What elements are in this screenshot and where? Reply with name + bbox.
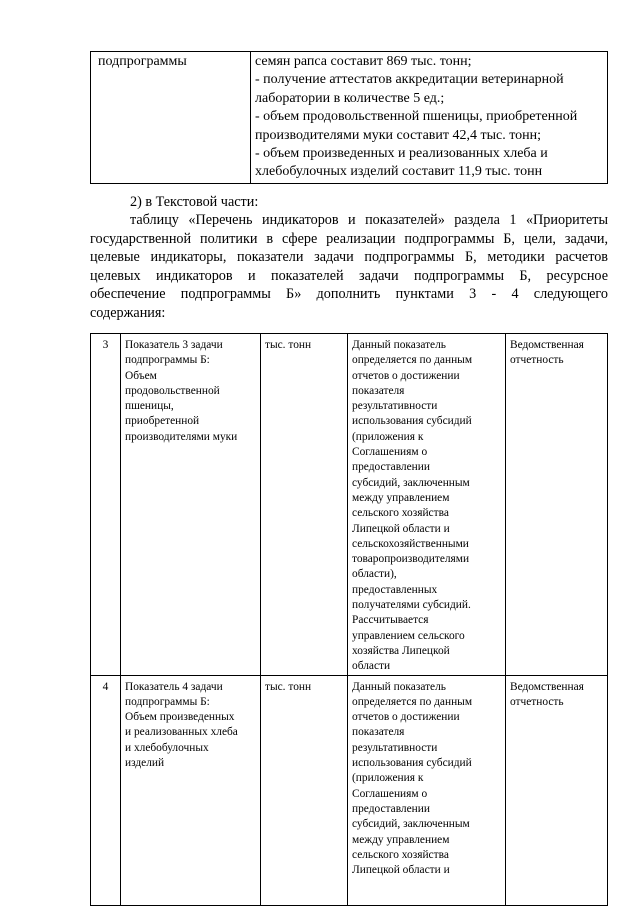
paragraph-line: целевых индикаторов и показателей задачи подпрограммы Б, ресурсное bbox=[90, 267, 608, 284]
cell-line: Рассчитывается bbox=[352, 614, 429, 627]
cell-line: пшеницы, bbox=[125, 400, 174, 413]
indicator-description bbox=[121, 675, 261, 905]
cell-line: хозяйства Липецкой bbox=[352, 644, 450, 657]
cell-line: управлением сельского bbox=[352, 629, 465, 642]
cell-line: области bbox=[352, 660, 391, 673]
value-line: - объем продовольственной пшеницы, приобретенной bbox=[255, 109, 578, 125]
paragraph-line: обеспечение подпрограммы Б» дополнить пунктами 3 - 4 следующего bbox=[90, 286, 608, 302]
cell-line: и хлебобулочных bbox=[125, 741, 209, 754]
value-line: хлебобулочных изделий составит 11,9 тыс. тонн bbox=[255, 164, 543, 180]
program-field-label bbox=[91, 52, 251, 184]
table-row bbox=[91, 52, 608, 184]
cell-line: (приложения к bbox=[352, 772, 424, 785]
cell-line: товаропроизводителями bbox=[352, 553, 470, 566]
cell-line: сельского хозяйства bbox=[352, 848, 449, 861]
value-line: лаборатории в количестве 5 ед.; bbox=[255, 90, 445, 106]
cell-line: подпрограммы Б: bbox=[125, 354, 210, 367]
cell-line: продовольственной bbox=[125, 384, 220, 397]
cell-line: изделий bbox=[125, 757, 165, 770]
cell-line: производителями муки bbox=[125, 430, 238, 443]
cell-line: сельскохозяйственными bbox=[352, 537, 469, 550]
indicator-unit: тыс. тонн bbox=[261, 334, 348, 676]
indicator-description bbox=[121, 334, 261, 676]
row-number: 4 bbox=[91, 675, 121, 905]
cell-line: определяется по данным bbox=[352, 354, 473, 367]
indicator-unit: тыс. тонн bbox=[261, 675, 348, 905]
cell-line: Соглашениям о bbox=[352, 787, 428, 800]
indicator-source bbox=[506, 334, 608, 676]
cell-line: отчетов о достижении bbox=[352, 711, 460, 724]
cell-line: показателя bbox=[352, 384, 405, 397]
cell-line: результативности bbox=[352, 741, 438, 754]
cell-line: приобретенной bbox=[125, 415, 200, 428]
indicator-source bbox=[506, 675, 608, 905]
cell-line: Данный показатель bbox=[352, 339, 446, 351]
table-row bbox=[91, 334, 608, 676]
value-line: - получение аттестатов аккредитации ветеринарной bbox=[255, 72, 564, 88]
cell-line: области), bbox=[352, 568, 397, 581]
cell-line: Объем произведенных bbox=[125, 711, 235, 724]
cell-line: между управлением bbox=[352, 491, 450, 504]
cell-line: (приложения к bbox=[352, 430, 424, 443]
cell-line: Липецкой области и bbox=[352, 864, 450, 877]
paragraph-line: таблицу «Перечень индикаторов и показателей» раздела 1 «Приоритеты bbox=[130, 212, 608, 228]
cell-line: отчетность bbox=[510, 695, 564, 708]
cell-line: Показатель 3 задачи bbox=[125, 339, 223, 351]
paragraph-line: содержания: bbox=[90, 304, 166, 321]
indicator-method bbox=[348, 334, 506, 676]
cell-line: Ведомственная bbox=[510, 339, 584, 351]
cell-line: субсидий, заключенным bbox=[352, 476, 470, 489]
cell-line: показателя bbox=[352, 726, 405, 739]
paragraph-line: целевые индикаторы, показатели задачи подпрограммы Б, методики расчетов bbox=[90, 249, 608, 265]
item-2-heading: 2) в Текстовой части: bbox=[130, 194, 259, 210]
indicator-method bbox=[348, 675, 506, 905]
cell-line: Объем bbox=[125, 369, 157, 382]
cell-line: Показатель 4 задачи bbox=[125, 680, 223, 693]
cell-line: и реализованных хлеба bbox=[125, 726, 238, 739]
cell-line: субсидий, заключенным bbox=[352, 818, 470, 831]
cell-line: Липецкой области и bbox=[352, 522, 450, 535]
amendment-paragraph bbox=[90, 211, 608, 322]
row-number: 3 bbox=[91, 334, 121, 676]
table-row bbox=[91, 675, 608, 905]
indicator-table bbox=[90, 333, 608, 906]
program-field-label-text: подпрограммы bbox=[98, 54, 187, 69]
cell-line: Ведомственная bbox=[510, 680, 584, 693]
cell-line: предоставленных bbox=[352, 583, 438, 596]
cell-line: отчетность bbox=[510, 354, 564, 367]
program-table-continuation bbox=[90, 51, 608, 184]
cell-line: предоставлении bbox=[352, 802, 430, 815]
cell-line: использования субсидий bbox=[352, 757, 472, 770]
cell-line: получателями субсидий. bbox=[352, 599, 471, 612]
cell-line: результативности bbox=[352, 400, 438, 413]
value-line: производителями муки составит 42,4 тыс. тонн; bbox=[255, 127, 542, 143]
cell-line: сельского хозяйства bbox=[352, 507, 449, 520]
cell-line: предоставлении bbox=[352, 461, 430, 474]
cell-line: определяется по данным bbox=[352, 695, 473, 708]
program-field-value bbox=[251, 52, 608, 184]
value-line: - объем произведенных и реализованных хлеба и bbox=[255, 146, 548, 162]
paragraph-line: государственной политики в сфере реализации подпрограммы Б, цели, задачи, bbox=[90, 230, 608, 247]
value-line: семян рапса составит 869 тыс. тонн; bbox=[255, 54, 472, 69]
cell-line: использования субсидий bbox=[352, 415, 472, 428]
cell-line: отчетов о достижении bbox=[352, 369, 460, 382]
cell-line: Данный показатель bbox=[352, 680, 446, 693]
cell-line: подпрограммы Б: bbox=[125, 695, 210, 708]
cell-line: между управлением bbox=[352, 833, 450, 846]
cell-line: Соглашениям о bbox=[352, 446, 428, 459]
method-text-clip bbox=[352, 680, 502, 902]
